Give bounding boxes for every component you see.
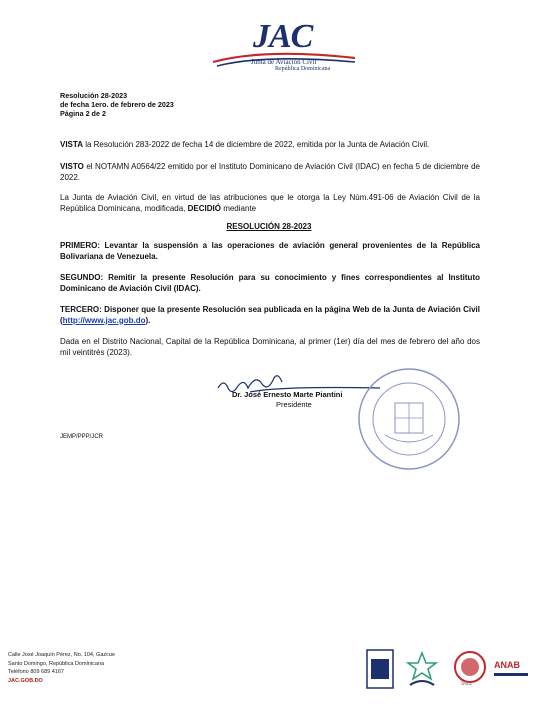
primero-paragraph: PRIMERO: Levantar la suspensión a las operaciones de aviación general provenientes de la República Bolivariana de Venezuela.: [60, 241, 480, 261]
tercero-paragraph: [60, 305, 480, 326]
decidio-word: DECIDIÓ: [187, 203, 221, 213]
signatory-name: Dr. José Ernesto Marte Piantini: [232, 390, 343, 399]
vista-paragraph: [60, 140, 480, 151]
signatory-title: Presidente: [276, 400, 312, 409]
header-page: Página 2 de 2: [60, 109, 106, 118]
tercero-tail: ).: [145, 315, 151, 325]
footer-website[interactable]: JAC.GOB.DO: [8, 677, 43, 684]
footer-phone: Teléfono 809 689 4167: [8, 669, 64, 675]
dada-paragraph: Dada en el Distrito Nacional, Capital de la República Dominicana, al primer (1er) día del mes de febrero del año dos mil veintitrés (2023).: [60, 337, 480, 357]
junta-text: La Junta de Aviación Civil, en virtud de las atribuciones que le otorga la Ley Núm.491-06 de Aviación Civil de la República Dominicana, modificada,: [60, 193, 480, 213]
logo-subtitle: Junta de Aviación Civil: [251, 58, 317, 66]
institutional-badge-icon: [366, 649, 394, 689]
logo-country: República Dominicana: [275, 66, 331, 72]
resolution-header: [60, 91, 174, 118]
visto-paragraph: [60, 162, 480, 183]
header-date: de fecha 1ero. de febrero de 2023: [60, 100, 174, 109]
visto-lead: VISTO: [60, 162, 84, 171]
jac-logo: [205, 18, 365, 78]
anab-label: ANAB: [494, 660, 520, 670]
tercero-text: TERCERO: Disponer que la presente Resolución sea publicada en la página Web de la Junta de Aviación Civil (: [60, 305, 480, 325]
anab-underline-icon: [494, 671, 528, 679]
vista-text: la Resolución 283-2022 de fecha 14 de diciembre de 2022, emitida por la Junta de Aviación Civil.: [82, 140, 430, 149]
logo-text: JAC: [253, 18, 313, 55]
resolution-title: RESOLUCIÓN 28-2023: [226, 222, 312, 231]
visto-text: el NOTAMN A0564/22 emitido por el Instituto Dominicano de Aviación Civil (IDAC) en fecha 5 de diciembre de 2022.: [60, 162, 480, 182]
footer-address: [8, 651, 115, 685]
vista-lead: VISTA: [60, 140, 83, 149]
official-seal: [355, 365, 463, 473]
segundo-paragraph: SEGUNDO: Remitir la presente Resolución para su conocimiento y fines correspondientes al Instituto Dominicano de Aviación Civil (IDAC).: [60, 273, 480, 293]
certification-badges: [366, 645, 532, 693]
document-initials: JEMP/PPP/JCR: [60, 434, 104, 440]
header-resolution-number: Resolución 28-2023: [60, 91, 128, 100]
junta-tail: mediante: [220, 203, 257, 213]
quality-award-icon: [402, 649, 442, 689]
jac-website-link[interactable]: http://www.jac.gob.do: [62, 315, 146, 325]
footer-street: Calle José Joaquín Pérez, No. 104, Gazcue: [8, 652, 116, 658]
sgs-label: SGS: [461, 681, 472, 687]
junta-paragraph: [60, 193, 480, 214]
footer-city: Santo Domingo, República Dominicana: [8, 660, 104, 667]
